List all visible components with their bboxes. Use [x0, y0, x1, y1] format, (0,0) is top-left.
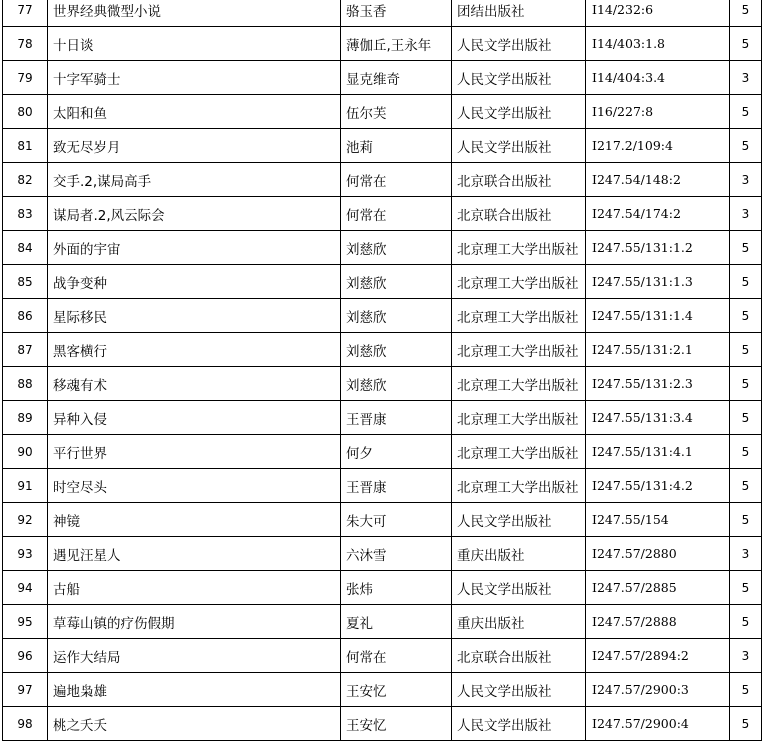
- table-row: [3, 231, 762, 265]
- row-number-cell: 78: [3, 27, 48, 61]
- row-number-cell: 81: [3, 129, 48, 163]
- publisher-cell: 北京联合出版社: [452, 639, 586, 673]
- call-number-cell: I247.54/174:2: [586, 197, 730, 231]
- call-number-cell: I247.55/131:1.4: [586, 299, 730, 333]
- publisher-cell: 重庆出版社: [452, 537, 586, 571]
- author-cell: 伍尔芙: [341, 95, 452, 129]
- publisher-cell: 北京理工大学出版社: [452, 299, 586, 333]
- book-title-cell: 十字军骑士: [48, 61, 341, 95]
- publisher-cell: 人民文学出版社: [452, 27, 586, 61]
- copies-count-cell: 5: [730, 27, 762, 61]
- author-cell: 显克维奇: [341, 61, 452, 95]
- call-number-cell: I247.55/131:4.1: [586, 435, 730, 469]
- publisher-cell: 北京理工大学出版社: [452, 469, 586, 503]
- author-cell: 骆玉香: [341, 0, 452, 27]
- book-title-cell: 战争变种: [48, 265, 341, 299]
- row-number-cell: 80: [3, 95, 48, 129]
- table-row: [3, 0, 762, 27]
- call-number-cell: I247.55/131:1.2: [586, 231, 730, 265]
- table-row: [3, 401, 762, 435]
- copies-count-cell: 5: [730, 707, 762, 741]
- book-title-cell: 异种入侵: [48, 401, 341, 435]
- copies-count-cell: 3: [730, 61, 762, 95]
- publisher-cell: 北京理工大学出版社: [452, 401, 586, 435]
- call-number-cell: I14/232:6: [586, 0, 730, 27]
- author-cell: 刘慈欣: [341, 299, 452, 333]
- copies-count-cell: 5: [730, 503, 762, 537]
- copies-count-cell: 5: [730, 129, 762, 163]
- call-number-cell: I14/403:1.8: [586, 27, 730, 61]
- table-row: [3, 197, 762, 231]
- row-number-cell: 97: [3, 673, 48, 707]
- book-title-cell: 运作大结局: [48, 639, 341, 673]
- call-number-cell: I247.55/154: [586, 503, 730, 537]
- call-number-cell: I16/227:8: [586, 95, 730, 129]
- row-number-cell: 96: [3, 639, 48, 673]
- copies-count-cell: 3: [730, 537, 762, 571]
- book-title-cell: 神镜: [48, 503, 341, 537]
- call-number-cell: I247.57/2885: [586, 571, 730, 605]
- row-number-cell: 84: [3, 231, 48, 265]
- author-cell: 池莉: [341, 129, 452, 163]
- book-title-cell: 移魂有术: [48, 367, 341, 401]
- publisher-cell: 人民文学出版社: [452, 673, 586, 707]
- table-row: [3, 639, 762, 673]
- table-row: [3, 469, 762, 503]
- author-cell: 刘慈欣: [341, 265, 452, 299]
- copies-count-cell: 3: [730, 163, 762, 197]
- copies-count-cell: 5: [730, 0, 762, 27]
- copies-count-cell: 5: [730, 333, 762, 367]
- row-number-cell: 92: [3, 503, 48, 537]
- copies-count-cell: 5: [730, 367, 762, 401]
- row-number-cell: 77: [3, 0, 48, 27]
- table-row: [3, 367, 762, 401]
- copies-count-cell: 3: [730, 197, 762, 231]
- publisher-cell: 北京理工大学出版社: [452, 333, 586, 367]
- book-title-cell: 古船: [48, 571, 341, 605]
- publisher-cell: 团结出版社: [452, 0, 586, 27]
- book-title-cell: 十日谈: [48, 27, 341, 61]
- table-row: [3, 333, 762, 367]
- call-number-cell: I247.55/131:2.3: [586, 367, 730, 401]
- book-title-cell: 黑客横行: [48, 333, 341, 367]
- publisher-cell: 北京联合出版社: [452, 197, 586, 231]
- table-row: [3, 605, 762, 639]
- book-title-cell: 致无尽岁月: [48, 129, 341, 163]
- copies-count-cell: 3: [730, 639, 762, 673]
- copies-count-cell: 5: [730, 231, 762, 265]
- copies-count-cell: 5: [730, 265, 762, 299]
- call-number-cell: I247.57/2880: [586, 537, 730, 571]
- book-title-cell: 外面的宇宙: [48, 231, 341, 265]
- call-number-cell: I247.57/2900:3: [586, 673, 730, 707]
- publisher-cell: 人民文学出版社: [452, 571, 586, 605]
- author-cell: 刘慈欣: [341, 367, 452, 401]
- copies-count-cell: 5: [730, 299, 762, 333]
- author-cell: 王安忆: [341, 673, 452, 707]
- author-cell: 王晋康: [341, 401, 452, 435]
- copies-count-cell: 5: [730, 435, 762, 469]
- call-number-cell: I14/404:3.4: [586, 61, 730, 95]
- call-number-cell: I247.54/148:2: [586, 163, 730, 197]
- book-title-cell: 平行世界: [48, 435, 341, 469]
- copies-count-cell: 5: [730, 95, 762, 129]
- table-row: [3, 299, 762, 333]
- table-row: [3, 571, 762, 605]
- row-number-cell: 79: [3, 61, 48, 95]
- publisher-cell: 北京联合出版社: [452, 163, 586, 197]
- book-title-cell: 星际移民: [48, 299, 341, 333]
- book-title-cell: 交手.2,谋局高手: [48, 163, 341, 197]
- book-title-cell: 太阳和鱼: [48, 95, 341, 129]
- book-title-cell: 遇见汪星人: [48, 537, 341, 571]
- copies-count-cell: 5: [730, 571, 762, 605]
- row-number-cell: 89: [3, 401, 48, 435]
- author-cell: 何常在: [341, 197, 452, 231]
- author-cell: 刘慈欣: [341, 333, 452, 367]
- author-cell: 何常在: [341, 639, 452, 673]
- call-number-cell: I247.55/131:4.2: [586, 469, 730, 503]
- row-number-cell: 85: [3, 265, 48, 299]
- call-number-cell: I247.55/131:3.4: [586, 401, 730, 435]
- row-number-cell: 88: [3, 367, 48, 401]
- row-number-cell: 90: [3, 435, 48, 469]
- author-cell: 张炜: [341, 571, 452, 605]
- author-cell: 何夕: [341, 435, 452, 469]
- publisher-cell: 人民文学出版社: [452, 503, 586, 537]
- row-number-cell: 98: [3, 707, 48, 741]
- copies-count-cell: 5: [730, 469, 762, 503]
- table-row: [3, 27, 762, 61]
- publisher-cell: 人民文学出版社: [452, 95, 586, 129]
- row-number-cell: 94: [3, 571, 48, 605]
- call-number-cell: I247.57/2900:4: [586, 707, 730, 741]
- table-row: [3, 435, 762, 469]
- publisher-cell: 北京理工大学出版社: [452, 231, 586, 265]
- call-number-cell: I247.57/2894:2: [586, 639, 730, 673]
- copies-count-cell: 5: [730, 605, 762, 639]
- author-cell: 王安忆: [341, 707, 452, 741]
- call-number-cell: I247.55/131:1.3: [586, 265, 730, 299]
- table-row: [3, 673, 762, 707]
- row-number-cell: 82: [3, 163, 48, 197]
- row-number-cell: 91: [3, 469, 48, 503]
- call-number-cell: I247.55/131:2.1: [586, 333, 730, 367]
- row-number-cell: 93: [3, 537, 48, 571]
- book-list-body: [3, 0, 762, 741]
- publisher-cell: 北京理工大学出版社: [452, 367, 586, 401]
- book-title-cell: 谋局者.2,风云际会: [48, 197, 341, 231]
- table-row: [3, 61, 762, 95]
- table-row: [3, 503, 762, 537]
- row-number-cell: 95: [3, 605, 48, 639]
- row-number-cell: 87: [3, 333, 48, 367]
- row-number-cell: 83: [3, 197, 48, 231]
- author-cell: 朱大可: [341, 503, 452, 537]
- table-row: [3, 129, 762, 163]
- row-number-cell: 86: [3, 299, 48, 333]
- table-row: [3, 265, 762, 299]
- author-cell: 夏礼: [341, 605, 452, 639]
- book-list-table: [2, 0, 762, 741]
- table-row: [3, 707, 762, 741]
- author-cell: 刘慈欣: [341, 231, 452, 265]
- call-number-cell: I247.57/2888: [586, 605, 730, 639]
- book-title-cell: 时空尽头: [48, 469, 341, 503]
- author-cell: 王晋康: [341, 469, 452, 503]
- book-title-cell: 桃之夭夭: [48, 707, 341, 741]
- table-row: [3, 163, 762, 197]
- publisher-cell: 人民文学出版社: [452, 707, 586, 741]
- copies-count-cell: 5: [730, 673, 762, 707]
- publisher-cell: 北京理工大学出版社: [452, 265, 586, 299]
- publisher-cell: 北京理工大学出版社: [452, 435, 586, 469]
- table-row: [3, 537, 762, 571]
- book-title-cell: 遍地枭雄: [48, 673, 341, 707]
- book-title-cell: 草莓山镇的疗伤假期: [48, 605, 341, 639]
- author-cell: 何常在: [341, 163, 452, 197]
- publisher-cell: 人民文学出版社: [452, 61, 586, 95]
- table-row: [3, 95, 762, 129]
- author-cell: 六沐雪: [341, 537, 452, 571]
- author-cell: 薄伽丘,王永年: [341, 27, 452, 61]
- copies-count-cell: 5: [730, 401, 762, 435]
- book-title-cell: 世界经典微型小说: [48, 0, 341, 27]
- call-number-cell: I217.2/109:4: [586, 129, 730, 163]
- publisher-cell: 人民文学出版社: [452, 129, 586, 163]
- publisher-cell: 重庆出版社: [452, 605, 586, 639]
